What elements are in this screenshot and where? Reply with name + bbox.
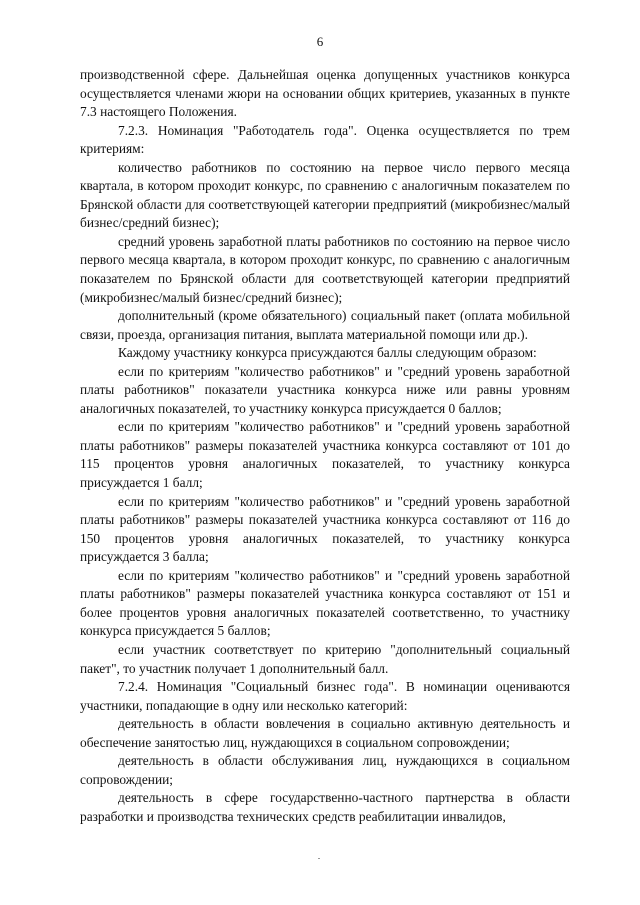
- paragraph-score-0: если по критериям "количество работников" и "средний уровень заработной платы работников" показатели участника конкурса ниже или равны уровням аналогичных показателей, то участнику конкурса присуждается 0 баллов;: [80, 363, 570, 416]
- paragraph-continuation: производственной сфере. Дальнейшая оценка допущенных участников конкурса осуществляется членами жюри на основании общих критериев, указанных в пункте 7.3 настоящего Положения.: [80, 67, 570, 120]
- page-number: 6: [316, 34, 324, 49]
- paragraph-criterion-social-package: дополнительный (кроме обязательного) социальный пакет (оплата мобильной связи, проезда, организация питания, выплата материальной помощи или др.).: [80, 308, 570, 342]
- paragraph-category-engagement: деятельность в области вовлечения в социально активную деятельность и обеспечение занятостью лиц, нуждающихся в социальном сопровождении;: [80, 716, 570, 750]
- document-body: [80, 66, 570, 826]
- paragraph-criterion-salary: средний уровень заработной платы работников по состоянию на первое число первого месяца квартала, в котором проходит конкурс, по сравнению с аналогичным показателем по Брянской области для соответствующей категории предприятий (микробизнес/малый бизнес/средний бизнес);: [80, 233, 570, 305]
- paragraph-score-3: если по критериям "количество работников" и "средний уровень заработной платы работников" размеры показателей участника конкурса составляют от 116 до 150 процентов уровня аналогичных показателей, то участнику конкурса присуждается 3 балла;: [80, 493, 570, 565]
- paragraph-nomination-social-business: 7.2.4. Номинация "Социальный бизнес года". В номинации оцениваются участники, попадающие в одну или несколько категорий:: [80, 679, 570, 713]
- paragraph-category-services: деятельность в области обслуживания лиц, нуждающихся в социальном сопровождении;: [80, 753, 570, 787]
- paragraph-nomination-employer: 7.2.3. Номинация "Работодатель года". Оценка осуществляется по трем критериям:: [80, 122, 570, 157]
- paragraph-score-extra: если участник соответствует по критерию "дополнительный социальный пакет", то участник получает 1 дополнительный балл.: [80, 641, 570, 676]
- paragraph-criterion-employees: количество работников по состоянию на первое число первого месяца квартала, в котором проходит конкурс, по сравнению с аналогичным показателем по Брянской области для соответствующей категории предприятий (микробизнес/малый бизнес/средний бизнес);: [80, 159, 570, 231]
- scan-dot: [318, 858, 320, 859]
- paragraph-scoring-intro: Каждому участнику конкурса присуждаются баллы следующим образом:: [118, 345, 537, 361]
- paragraph-category-partnership: деятельность в сфере государственно-частного партнерства в области разработки и производства технических средств реабилитации инвалидов,: [80, 790, 570, 824]
- paragraph-score-1: если по критериям "количество работников" и "средний уровень заработной платы работников" размеры показателей участника конкурса составляют от 101 до 115 процентов уровня аналогичных показателей, то участнику конкурса присуждается 1 балл;: [80, 419, 570, 491]
- paragraph-score-5: если по критериям "количество работников" и "средний уровень заработной платы работников" размеры показателей участника конкурса составляют от 151 и более процентов уровня аналогичных показателей соответственно, то участнику конкурса присуждается 5 баллов;: [80, 567, 570, 639]
